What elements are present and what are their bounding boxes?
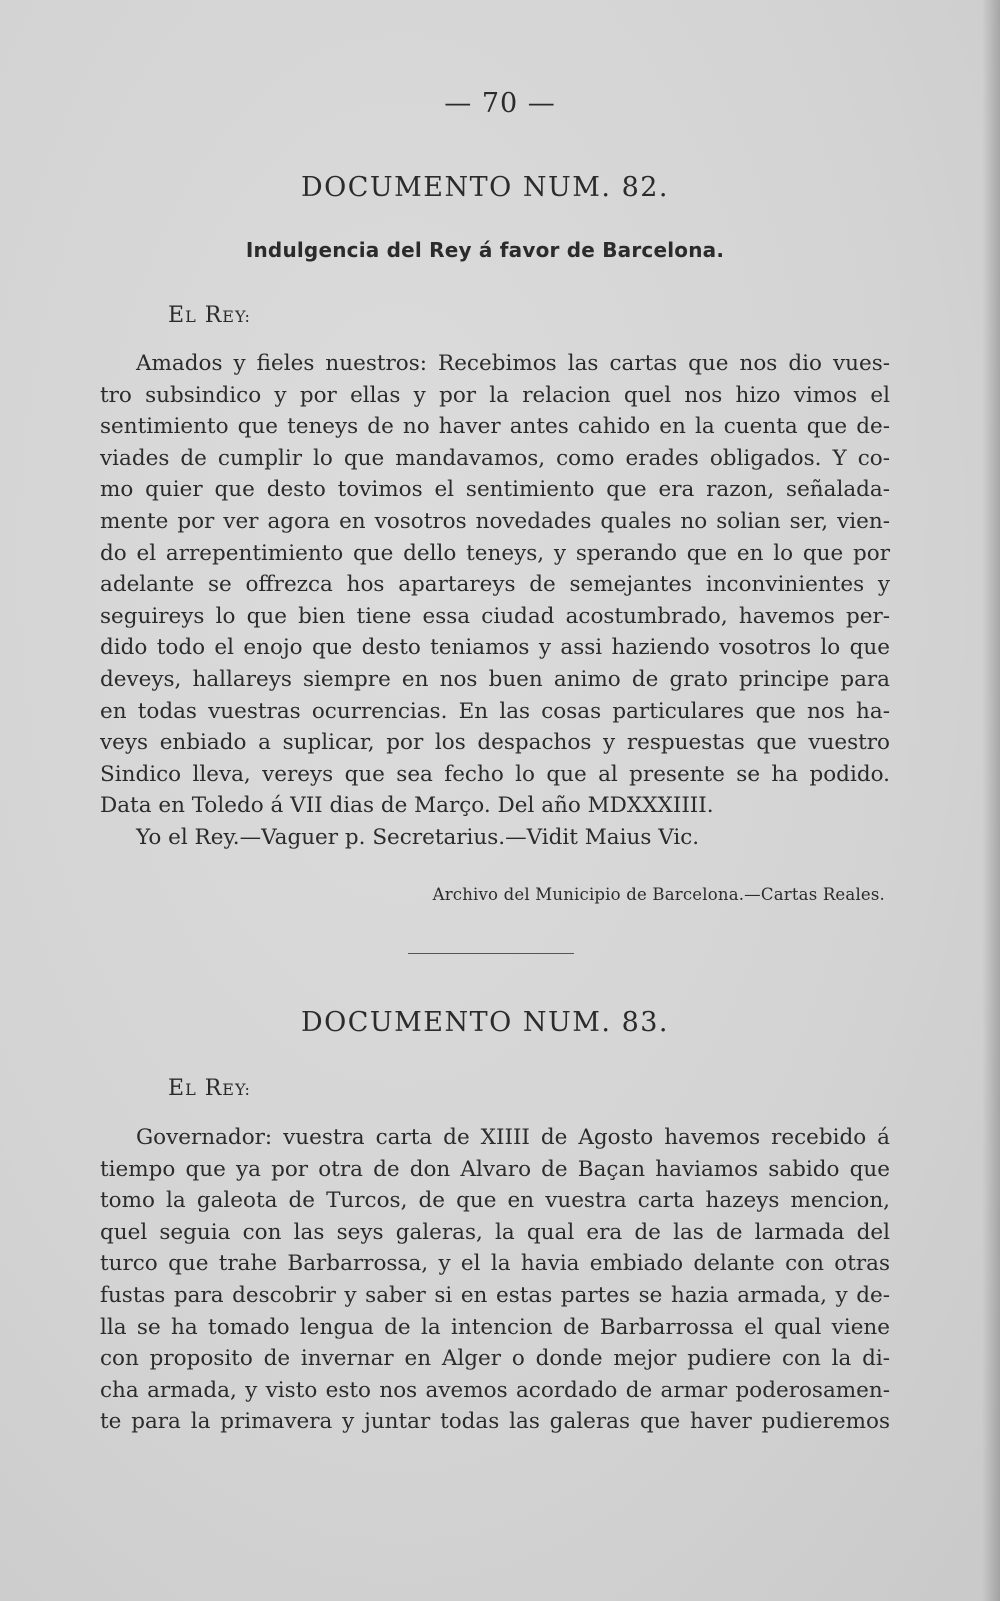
text-line: sentimiento que teneys de no haver antes cahido en la cuenta que de- <box>100 414 890 440</box>
text-line: tiempo que ya por otra de don Alvaro de Baçan haviamos sabido que <box>100 1156 890 1182</box>
text-line: mo quier que desto tovimos el sentimiento que era razon, señalada- <box>100 477 890 503</box>
page-number: — 70 — <box>444 88 556 119</box>
document-82-salutation: EL REY: <box>168 303 251 328</box>
text-line: lla se ha tomado lengua de la intencion de Barbarrossa el qual viene <box>100 1314 890 1340</box>
document-82-heading: DOCUMENTO NUM. 82. <box>300 172 670 203</box>
text-line: seguireys lo que bien tiene essa ciudad acostumbrado, havemos per- <box>100 603 890 629</box>
text-line: en todas vuestras ocurrencias. En las cosas particulares que nos ha- <box>100 698 890 724</box>
document-82-subtitle: Indulgencia del Rey á favor de Barcelona. <box>245 238 725 262</box>
document-82-body <box>100 348 890 854</box>
page-edge-shadow <box>982 0 1000 1601</box>
text-line: tomo la galeota de Turcos, de que en vuestra carta hazeys mencion, <box>100 1188 890 1214</box>
text-line: mente por ver agora en vosotros novedades quales no solian ser, vien- <box>100 508 890 534</box>
document-83-body <box>100 1122 890 1438</box>
document-83-salutation: EL REY: <box>168 1076 251 1101</box>
document-83-heading: DOCUMENTO NUM. 83. <box>300 1007 670 1038</box>
section-divider <box>408 953 574 954</box>
text-line: Amados y fieles nuestros: Recebimos las cartas que nos dio vues- <box>136 351 890 376</box>
text-line: viades de cumplir lo que mandavamos, como erades obligados. Y co- <box>100 445 890 471</box>
text-line: fustas para descobrir y saber si en estas partes se hazia armada, y de- <box>100 1282 890 1308</box>
text-line: veys enbiado a suplicar, por los despachos y respuestas que vuestro <box>100 730 890 756</box>
signature-line: Yo el Rey.—Vaguer p. Secretarius.—Vidit Maius Vic. <box>136 824 700 850</box>
text-line: tro subsindico y por ellas y por la relacion quel nos hizo vimos el <box>100 382 890 408</box>
text-line: Sindico lleva, vereys que sea fecho lo que al presente se ha podido. <box>100 761 890 787</box>
text-line: cha armada, y visto esto nos avemos acordado de armar poderosamen- <box>100 1377 890 1403</box>
text-line: adelante se offrezca hos apartareys de semejantes inconvinientes y <box>100 572 890 598</box>
text-line: do el arrepentimiento que dello teneys, y sperando que en lo que por <box>100 540 890 566</box>
text-line: Data en Toledo á VII dias de Março. Del año MDXXXIIII. <box>100 793 714 819</box>
text-line: deveys, hallareys siempre en nos buen animo de grato principe para <box>100 666 890 692</box>
text-line: dido todo el enojo que desto teniamos y assi haziendo vosotros lo que <box>100 635 890 661</box>
text-line: Governador: vuestra carta de XIIII de Agosto havemos recebido á <box>136 1125 890 1150</box>
document-82-source: Archivo del Municipio de Barcelona.—Cartas Reales. <box>432 885 885 904</box>
text-line: quel seguia con las seys galeras, la qual era de las de larmada del <box>100 1219 890 1245</box>
text-line: turco que trahe Barbarrossa, y el la havia embiado delante con otras <box>100 1251 890 1277</box>
text-line: te para la primavera y juntar todas las galeras que haver pudieremos <box>100 1409 890 1435</box>
text-line: con proposito de invernar en Alger o donde mejor pudiere con la di- <box>100 1346 890 1372</box>
